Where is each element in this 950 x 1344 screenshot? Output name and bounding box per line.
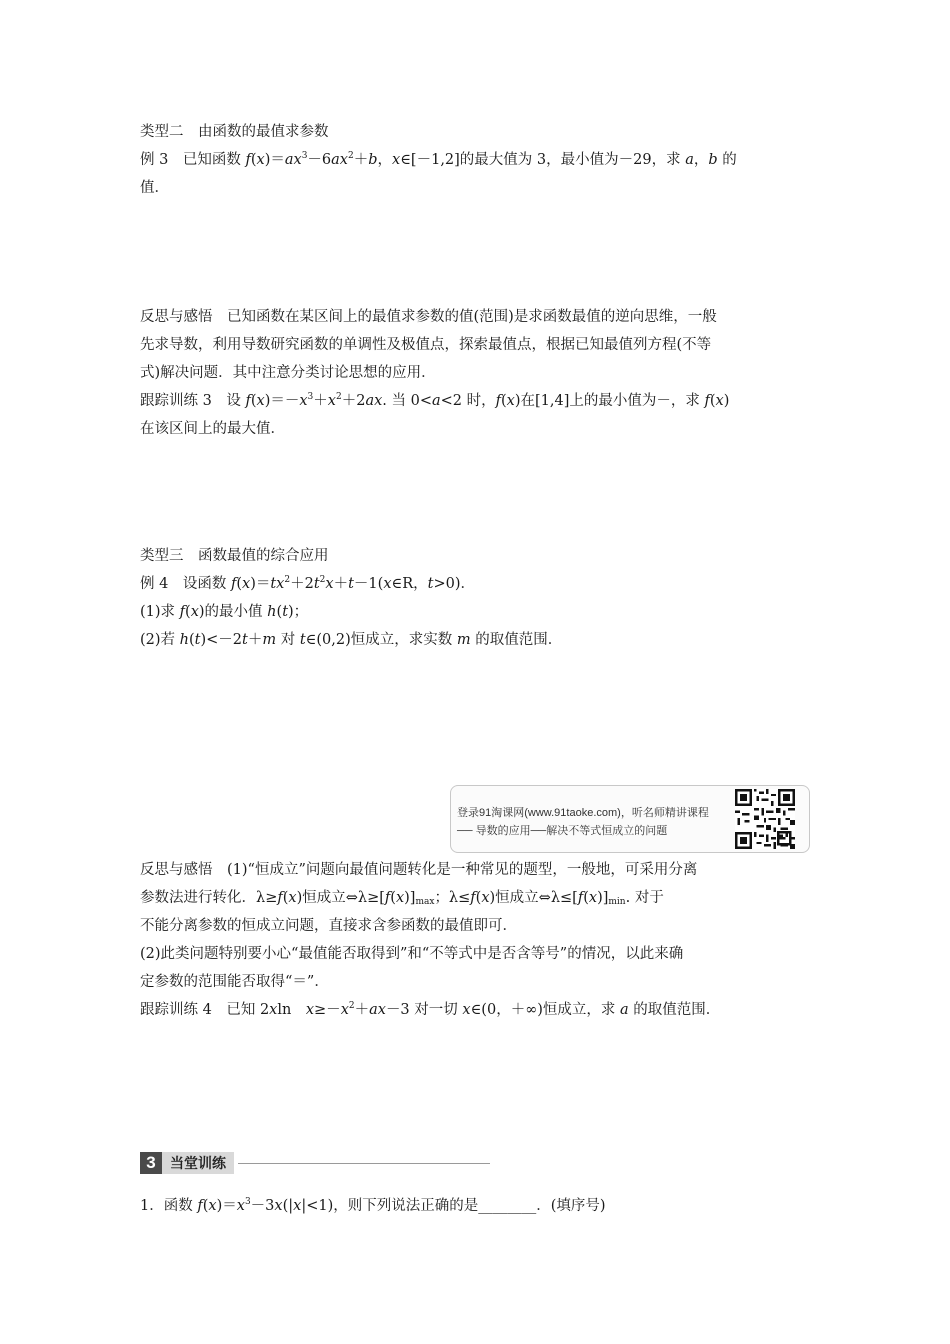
example4-line1: 例 4 设函数 $f(x)=tx^2+2t^2x+t-1(x\in R$，t>0)． [140, 575, 476, 592]
reflection2-line3: 不能分离参数的恒成立问题，直接求含参函数的最值即可． [140, 918, 517, 934]
reflection1-line3: 式)解决问题．其中注意分类讨论思想的应用． [140, 365, 436, 381]
example4-line2: (1)求 f(x)的最小值 h(t)； [140, 604, 309, 620]
banner-text-line1: 登录91淘课网(www.91taoke.com)，听名师精讲课程 [457, 807, 709, 819]
track4-line1: 跟踪训练 4 已知 2xln $x\ge-x^2+ax-3$ 对一切 x∈(0，＋∞)恒成立，求 a 的取值范围． [140, 1001, 721, 1018]
example3-line2: 值． [140, 180, 169, 196]
track3-line2: 在该区间上的最大值． [140, 421, 285, 437]
reflection2-line5: 定参数的范围能否取得“＝”． [140, 974, 329, 990]
reflection2-line2: 参数法进行转化．λ≥f(x)恒成立$\Leftrightarrow\lambda\ge[f(x)]_{max}$；λ≤f(x)恒成立$\Leftrightarrow\lambda\le[f(x)]_{min}$. 对于 [140, 890, 664, 907]
qr-code-icon [735, 789, 795, 849]
course-link-banner[interactable] [450, 785, 810, 853]
section-header [140, 1151, 490, 1175]
reflection2-line4: (2)此类问题特别要小心“最值能否取得到”和“不等式中是否含等号”的情况，以此来确 [140, 946, 684, 962]
reflection1-line1: 反思与感悟 已知函数在某区间上的最值求参数的值(范围)是求函数最值的逆向思维，一般 [140, 309, 717, 325]
banner-text-line2: ── 导数的应用──解决不等式恒成立的问题 [457, 825, 668, 837]
section-number: 3 [140, 1152, 162, 1174]
reflection1-line2: 先求导数，利用导数研究函数的单调性及极值点，探索最值点，根据已知最值列方程(不等 [140, 337, 712, 353]
example3-line1: 例 3 已知函数 $f(x)=ax^3-6ax^2+b$，x∈[－1,2]的最大值为 3，最小值为－29，求 a，b 的 [140, 151, 737, 168]
question1-line1: 1．函数 $f(x)=x^3-3x(|x|<1)$，则下列说法正确的是________．(填序号) [140, 1197, 606, 1214]
section-divider [238, 1163, 490, 1164]
heading-type2: 类型二 由函数的最值求参数 [140, 124, 329, 140]
reflection2-line1: 反思与感悟 (1)“恒成立”问题向最值问题转化是一种常见的题型，一般地，可采用分离 [140, 862, 698, 878]
heading-type3: 类型三 函数最值的综合应用 [140, 548, 329, 564]
section-title: 当堂训练 [162, 1152, 234, 1174]
track3-line1: 跟踪训练 3 设 $f(x)=-x^3+x^2+2ax$. 当 0<a<2 时，f(x)在[1,4]上的最小值为－，求 f(x) [140, 392, 730, 409]
example4-line3: (2)若 h(t)<－2t＋m 对 t∈(0,2)恒成立，求实数 m 的取值范围． [140, 632, 563, 648]
